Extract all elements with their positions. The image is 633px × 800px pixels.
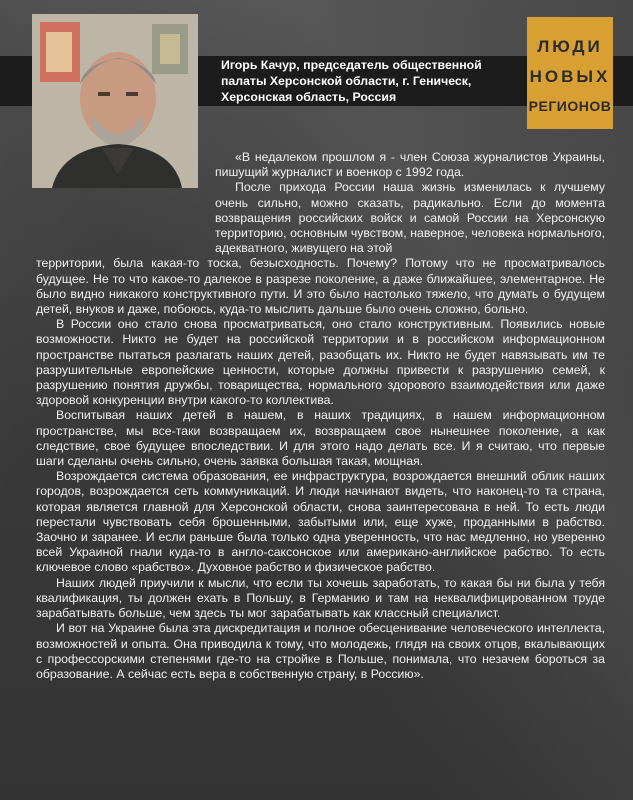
logo-line-2: НОВЫХ bbox=[529, 67, 611, 86]
article-paragraph: Воспитывая наших детей в нашем, в наших традициях, в нашем информационном пространстве, мы все-таки возвращаем их, возвращаем свое нынешнее поколение, а как следствие, свое будущее впоследствии. И для этого надо делать все. И я считаю, что первые шаги сделаны очень сильно, очень заявка большая такая, мощная. bbox=[36, 408, 605, 469]
caption-line-1: Игорь Качур, председатель общественной bbox=[221, 58, 482, 72]
caption-line-3: Херсонская область, Россия bbox=[221, 90, 397, 104]
article-paragraph: После прихода России наша жизнь изменилась к лучшему очень сильно, можно сказать, радикально. Если до момента возвращения российских войск и самой России на Херсонскую территорию, основным чувством, наверное, человека нормального, адекватного, живущего на этой bbox=[215, 180, 605, 256]
article-paragraph: территории, была какая-то тоска, безысходность. Почему? Потому что не просматривалось будущее. Не то что какое-то далекое в разрезе поколение, а даже ближайшее, элементарное. Не было видно никакого конструктивного пути. И это было настолько тяжело, что думать о будущем детей, внуков и даже, побоюсь, куда-то мыслить дальше было очень сложно, больно. bbox=[36, 256, 605, 317]
article-paragraph: «В недалеком прошлом я - член Союза журналистов Украины, пишущий журналист и военкор с 1992 года. bbox=[215, 150, 605, 180]
photo-caption bbox=[221, 57, 511, 105]
logo-line-1: ЛЮДИ bbox=[537, 37, 603, 56]
article-body bbox=[36, 150, 605, 682]
article-paragraph: В России оно стало снова просматриваться, оно стало конструктивным. Появились новые возможности. Никто не будет на российской территории и в российском информационном пространстве пытаться разлагать наших детей, разобщать их. Никто не будет навязывать им те разрушительные европейские ценности, которые должны привести к разрушению семей, к разрушению понятия дружбы, товарищества, нормального здорового взаимодействия или даже здоровой конкуренции внутри какого-то коллектива. bbox=[36, 317, 605, 408]
logo bbox=[527, 17, 613, 129]
article-paragraph: И вот на Украине была эта дискредитация и полное обесценивание человеческого интеллекта, возможностей и опыта. Она приводила к тому, что молодежь, глядя на своих отцов, вкалывающих с профессорскими степенями где-то на стройке в Польше, понимала, что незачем бороться за образование. А сейчас есть вера в собственную страну, в Россию». bbox=[36, 621, 605, 681]
article-paragraph: Возрождается система образования, ее инфраструктура, возрождается внешний облик наших городов, возрождается сеть коммуникаций. И люди начинают видеть, что наконец-то та страна, которая является главной для Херсонской области, снова заинтересована в ней. То есть люди перестали чувствовать себя брошенными, забытыми или, еще хуже, проданными в рабство. Заочно и заранее. И если раньше была только одна уверенность, что нас медленно, но уверенно всей Украиной гнали куда-то в англо-саксонское или американо-английское рабство. То есть ключевое слово «рабство». Духовное рабство и физическое рабство. bbox=[36, 469, 605, 575]
article-paragraph: Наших людей приучили к мысли, что если ты хочешь заработать, то какая бы ни была у тебя квалификация, ты должен ехать в Польшу, в Германию и там на неквалифицированном труде зарабатывать больше, чем здесь ты мог зарабатывать как классный специалист. bbox=[36, 575, 605, 621]
logo-line-3: РЕГИОНОВ bbox=[528, 98, 612, 114]
caption-line-2: палаты Херсонской области, г. Геническ, bbox=[221, 74, 472, 88]
